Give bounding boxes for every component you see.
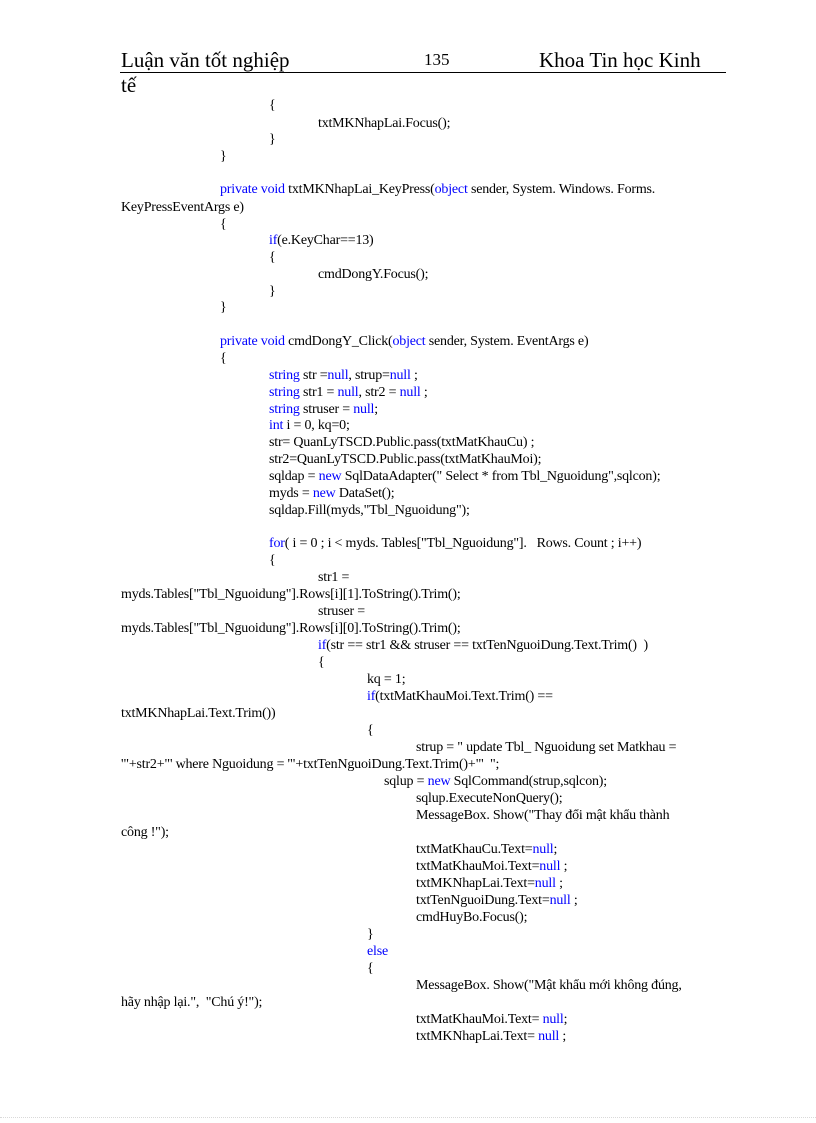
code-text: ; xyxy=(410,368,418,383)
code-keyword: new xyxy=(427,774,451,789)
code-text: txtMKNhapLai.Text.Trim()) xyxy=(121,706,276,721)
code-line xyxy=(367,927,374,943)
code-line xyxy=(416,978,682,994)
code-text: cmdHuyBo.Focus(); xyxy=(416,910,528,925)
code-text: } xyxy=(269,132,276,147)
code-line xyxy=(220,334,588,350)
code-keyword: if xyxy=(367,689,376,704)
code-text: ; xyxy=(559,1029,567,1044)
code-keyword: else xyxy=(367,944,388,959)
code-line xyxy=(121,587,461,603)
code-line xyxy=(318,267,428,283)
code-text: hãy nhập lại.", "Chú ý!"); xyxy=(121,995,263,1010)
code-text: ; xyxy=(563,1012,568,1027)
code-line xyxy=(367,944,388,960)
code-line xyxy=(121,995,262,1011)
code-line xyxy=(220,351,227,367)
code-line xyxy=(220,149,227,165)
code-text: (txtMatKhauMoi.Text.Trim() == xyxy=(375,689,553,704)
code-text: ; xyxy=(420,385,428,400)
code-line xyxy=(367,961,374,977)
code-text: SqlCommand(strup,sqlcon); xyxy=(450,774,607,789)
code-line xyxy=(121,621,461,637)
code-text: myds.Tables["Tbl_Nguoidung"].Rows[i][0].ToString().Trim(); xyxy=(121,621,461,636)
code-text: str1 = xyxy=(299,385,338,400)
code-line xyxy=(416,808,669,824)
code-text: txtMatKhauCu.Text= xyxy=(416,842,533,857)
code-line xyxy=(269,368,418,384)
code-line xyxy=(416,893,578,909)
code-line xyxy=(416,859,567,875)
code-line xyxy=(416,791,562,807)
code-line xyxy=(318,655,325,671)
code-line xyxy=(416,910,527,926)
code-text: , strup= xyxy=(348,368,390,383)
code-text: txtMKNhapLai.Text= xyxy=(416,1029,539,1044)
code-text: ; xyxy=(553,842,558,857)
code-line xyxy=(269,284,276,300)
page-number: 135 xyxy=(424,50,450,69)
code-text: txtMKNhapLai.Focus(); xyxy=(318,116,451,131)
code-text: ; xyxy=(560,859,568,874)
code-text: txtMatKhauMoi.Text= xyxy=(416,859,540,874)
code-line xyxy=(318,604,365,620)
code-text: sqldap = xyxy=(269,469,319,484)
code-text: myds.Tables["Tbl_Nguoidung"].Rows[i][1].ToString().Trim(); xyxy=(121,587,461,602)
code-keyword: null xyxy=(534,876,556,891)
code-text: txtTenNguoiDung.Text= xyxy=(416,893,550,908)
code-line xyxy=(269,452,541,468)
code-line xyxy=(269,402,378,418)
code-text: strup = " update Tbl_ Nguoidung set Matkhau = xyxy=(416,740,677,755)
code-text: cmdDongY_Click( xyxy=(284,334,393,349)
code-text: i = 0, kq=0; xyxy=(283,418,350,433)
code-text: txtMKNhapLai_KeyPress( xyxy=(284,182,435,197)
code-text: } xyxy=(220,300,227,315)
code-keyword: null xyxy=(538,1029,560,1044)
code-line xyxy=(269,98,276,114)
code-text: KeyPressEventArgs e) xyxy=(121,200,244,215)
code-keyword: null xyxy=(353,402,375,417)
code-keyword: string xyxy=(269,368,300,383)
code-keyword: string xyxy=(269,385,300,400)
code-line xyxy=(121,706,275,722)
code-text: str2=QuanLyTSCD.Public.pass(txtMatKhauMoi); xyxy=(269,452,542,467)
code-line xyxy=(269,503,470,519)
code-text: sqldap.Fill(myds,"Tbl_Nguoidung"); xyxy=(269,503,470,518)
code-line xyxy=(220,300,227,316)
code-text: { xyxy=(269,98,276,113)
code-text: { xyxy=(318,655,325,670)
code-line xyxy=(269,469,660,485)
code-text: '"+str2+"' where Nguoidung = '"+txtTenNguoiDung.Text.Trim()+"' "; xyxy=(121,757,500,772)
code-text: str = xyxy=(299,368,328,383)
code-line xyxy=(318,116,450,132)
code-text: MessageBox. Show("Mật khẩu mới không đúng, xyxy=(416,978,682,993)
code-text: (e.KeyChar==13) xyxy=(277,233,374,248)
code-text: MessageBox. Show("Thay đổi mật khẩu thành xyxy=(416,808,670,823)
code-text: sqlup.ExecuteNonQuery(); xyxy=(416,791,563,806)
code-line xyxy=(269,553,276,569)
code-text: SqlDataAdapter(" Select * from Tbl_Nguoidung",sqlcon); xyxy=(341,469,661,484)
code-line xyxy=(269,233,374,249)
code-text: ; xyxy=(570,893,578,908)
code-text: { xyxy=(367,723,374,738)
code-text: công !"); xyxy=(121,825,169,840)
code-line xyxy=(269,536,641,552)
code-text: { xyxy=(269,250,276,265)
code-keyword: null xyxy=(539,859,561,874)
code-keyword: null xyxy=(389,368,411,383)
code-line xyxy=(416,1012,567,1028)
code-keyword: private void xyxy=(220,334,285,349)
code-line xyxy=(367,672,405,688)
code-text: str1 = xyxy=(318,570,350,585)
code-keyword: new xyxy=(318,469,342,484)
code-text: { xyxy=(269,553,276,568)
code-keyword: private void xyxy=(220,182,285,197)
code-line xyxy=(269,132,276,148)
code-keyword: null xyxy=(549,893,571,908)
code-text: { xyxy=(367,961,374,976)
code-line xyxy=(416,740,676,756)
code-keyword: for xyxy=(269,536,285,551)
code-text: , str2 = xyxy=(358,385,400,400)
code-keyword: string xyxy=(269,402,300,417)
code-text: ( i = 0 ; i < myds. Tables["Tbl_Nguoidung"]. Rows. Count ; i++) xyxy=(284,536,642,551)
code-line xyxy=(121,200,244,216)
code-keyword: if xyxy=(269,233,278,248)
code-text: DataSet(); xyxy=(335,486,395,501)
code-line xyxy=(416,1029,566,1045)
code-keyword: if xyxy=(318,638,327,653)
header-faculty: Khoa Tin học Kinh xyxy=(539,48,701,72)
code-line xyxy=(269,250,276,266)
code-keyword: null xyxy=(327,368,349,383)
code-text: (str == str1 && struser == txtTenNguoiDung.Text.Trim() ) xyxy=(326,638,648,653)
header-faculty-continuation: tế xyxy=(121,73,137,97)
code-text: struser = xyxy=(299,402,354,417)
code-line xyxy=(269,435,534,451)
code-line xyxy=(367,723,374,739)
code-keyword: new xyxy=(312,486,336,501)
code-keyword: object xyxy=(434,182,468,197)
code-text: } xyxy=(220,149,227,164)
code-keyword: null xyxy=(399,385,421,400)
code-line xyxy=(121,825,169,841)
code-text: sqlup = xyxy=(384,774,428,789)
code-text: myds = xyxy=(269,486,313,501)
code-text: txtMKNhapLai.Text= xyxy=(416,876,535,891)
code-line xyxy=(269,486,394,502)
code-text: } xyxy=(367,927,374,942)
page-bottom-border xyxy=(0,1117,816,1118)
code-line xyxy=(269,418,350,434)
code-line xyxy=(318,638,648,654)
code-line xyxy=(269,385,428,401)
code-text: cmdDongY.Focus(); xyxy=(318,267,429,282)
code-keyword: null xyxy=(532,842,554,857)
code-text: kq = 1; xyxy=(367,672,406,687)
code-text: sender, System. EventArgs e) xyxy=(425,334,589,349)
code-keyword: int xyxy=(269,418,284,433)
code-text: ; xyxy=(555,876,563,891)
code-text: str= QuanLyTSCD.Public.pass(txtMatKhauCu) ; xyxy=(269,435,535,450)
code-text: sender, System. Windows. Forms. xyxy=(467,182,656,197)
code-text: txtMatKhauMoi.Text= xyxy=(416,1012,543,1027)
code-text: { xyxy=(220,217,227,232)
code-line xyxy=(220,182,655,198)
code-text: { xyxy=(220,351,227,366)
code-line xyxy=(416,842,557,858)
code-line xyxy=(220,217,227,233)
code-line xyxy=(121,757,499,773)
code-line xyxy=(318,570,349,586)
code-keyword: null xyxy=(337,385,359,400)
code-text: struser = xyxy=(318,604,365,619)
code-line xyxy=(416,876,563,892)
code-text: } xyxy=(269,284,276,299)
code-keyword: null xyxy=(542,1012,564,1027)
code-keyword: object xyxy=(392,334,426,349)
code-text: ; xyxy=(374,402,378,417)
code-line xyxy=(367,689,553,705)
header-thesis-title: Luận văn tốt nghiệp xyxy=(121,48,290,72)
code-line xyxy=(384,774,607,790)
